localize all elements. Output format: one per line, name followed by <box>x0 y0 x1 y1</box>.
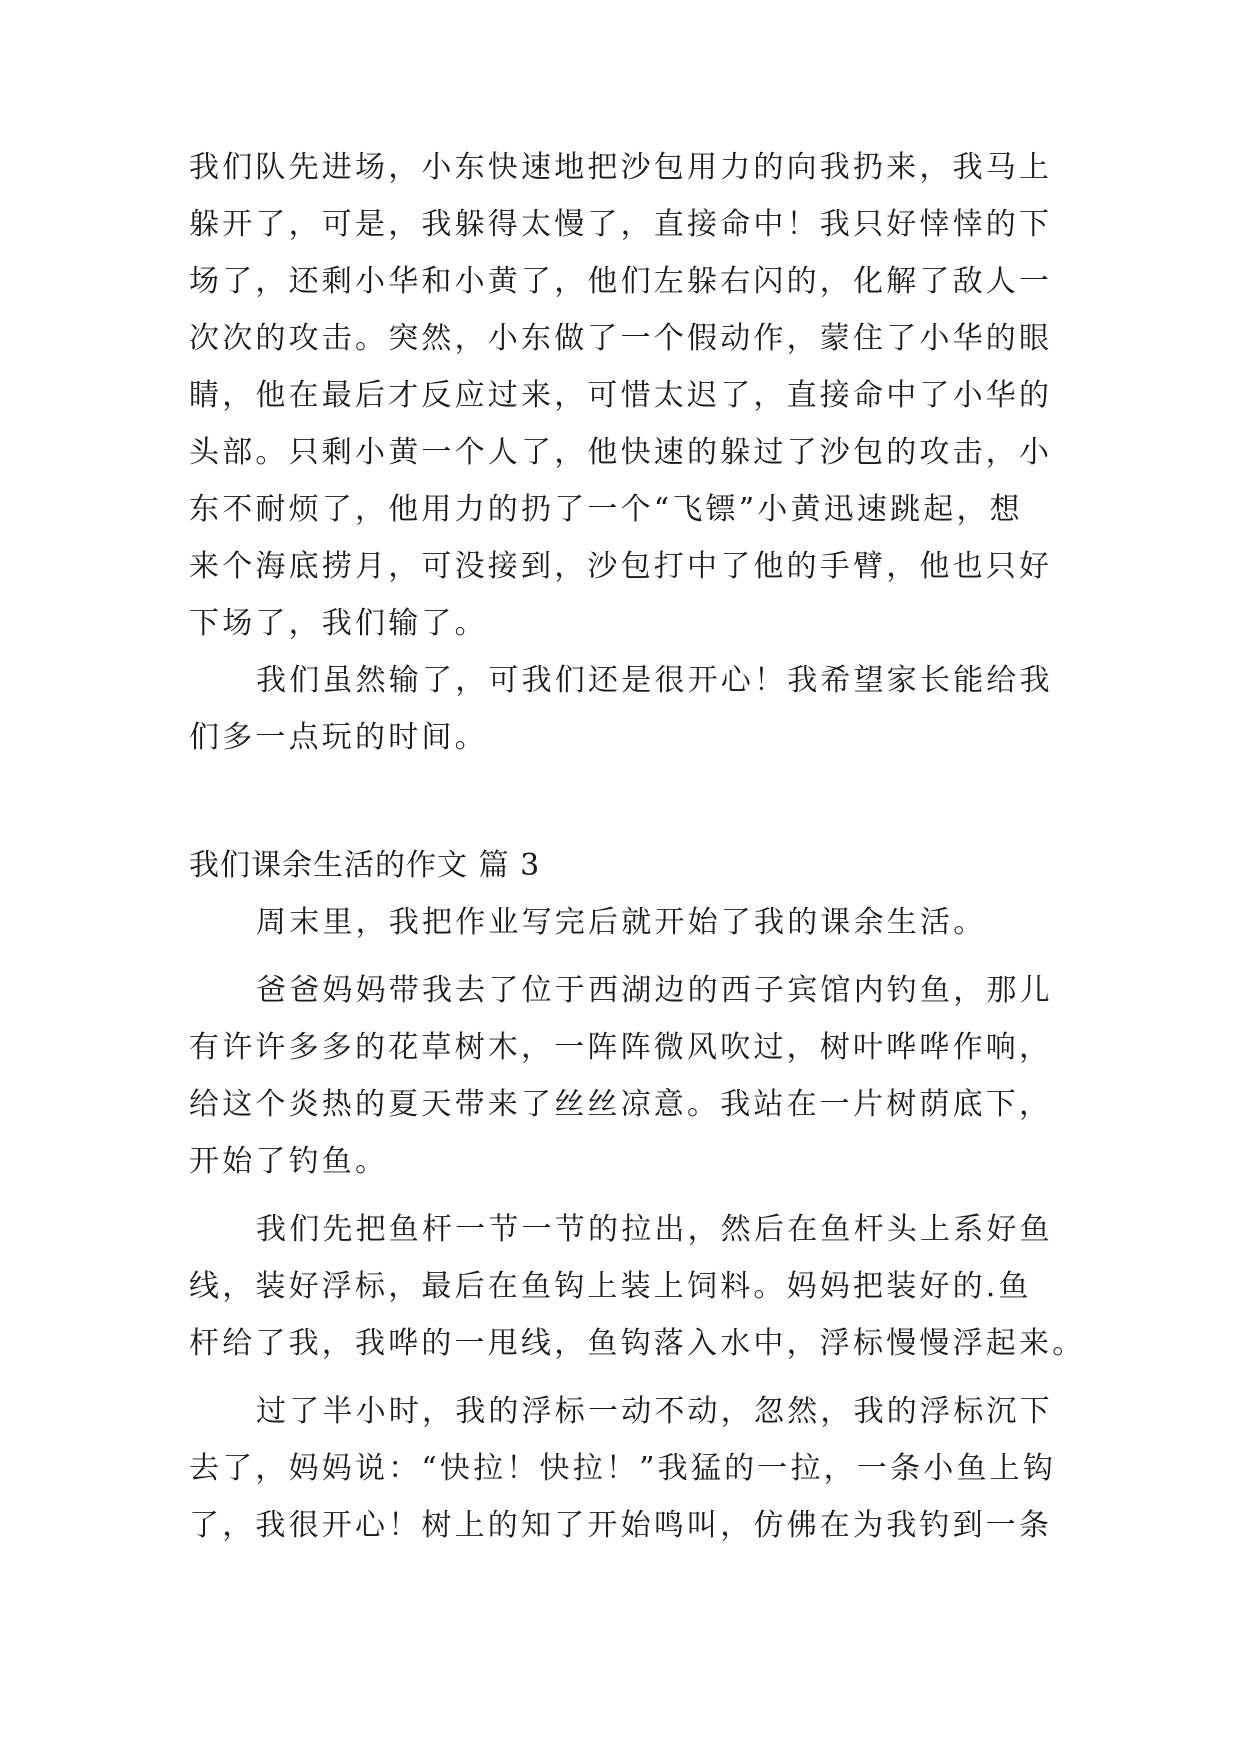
text-line: 躲开了，可是，我躲得太慢了，直接命中！我只好悻悻的下 <box>189 207 1053 242</box>
text-line: 睛，他在最后才反应过来，可惜太迟了，直接命中了小华的 <box>189 378 1053 413</box>
text-line: 线，装好浮标，最后在鱼钩上装上饲料。妈妈把装好的.鱼 <box>189 1269 1032 1304</box>
section-heading: 我们课余生活的作文 篇 3 <box>189 848 541 883</box>
text-line: 场了，还剩小华和小黄了，他们左躲右闪的，化解了敌人一 <box>189 264 1053 299</box>
text-line: 下场了，我们输了。 <box>189 606 488 641</box>
text-line: 我们先把鱼杆一节一节的拉出，然后在鱼杆头上系好鱼 <box>256 1212 1053 1247</box>
text-line: 有许许多多的花草树木，一阵阵微风吹过，树叶哗哗作响， <box>189 1030 1053 1065</box>
text-line: 开始了钓鱼。 <box>189 1144 389 1179</box>
text-line: 们多一点玩的时间。 <box>189 720 488 755</box>
text-line: 去了，妈妈说：“快拉！快拉！”我猛的一拉，一条小鱼上钩 <box>189 1451 1057 1486</box>
text-line: 东不耐烦了，他用力的扔了一个“飞镖”小黄迅速跳起，想 <box>189 492 1023 527</box>
text-line: 杆给了我，我哗的一甩线，鱼钩落入水中，浮标慢慢浮起来。 <box>189 1326 1086 1361</box>
text-line: 了，我很开心！树上的知了开始鸣叫，仿佛在为我钓到一条 <box>189 1508 1053 1543</box>
text-line: 周末里，我把作业写完后就开始了我的课余生活。 <box>256 905 987 940</box>
text-line: 头部。只剩小黄一个人了，他快速的躲过了沙包的攻击，小 <box>189 435 1053 470</box>
text-line: 给这个炎热的夏天带来了丝丝凉意。我站在一片树荫底下， <box>189 1087 1053 1122</box>
text-line: 爸爸妈妈带我去了位于西湖边的西子宾馆内钓鱼，那儿 <box>256 973 1053 1008</box>
text-line: 来个海底捞月，可没接到，沙包打中了他的手臂，他也只好 <box>189 549 1053 584</box>
text-line: 我们队先进场，小东快速地把沙包用力的向我扔来，我马上 <box>189 150 1053 185</box>
text-line: 过了半小时，我的浮标一动不动，忽然，我的浮标沉下 <box>256 1394 1053 1429</box>
text-line: 我们虽然输了，可我们还是很开心！我希望家长能给我 <box>256 663 1053 698</box>
text-line: 次次的攻击。突然，小东做了一个假动作，蒙住了小华的眼 <box>189 321 1053 356</box>
